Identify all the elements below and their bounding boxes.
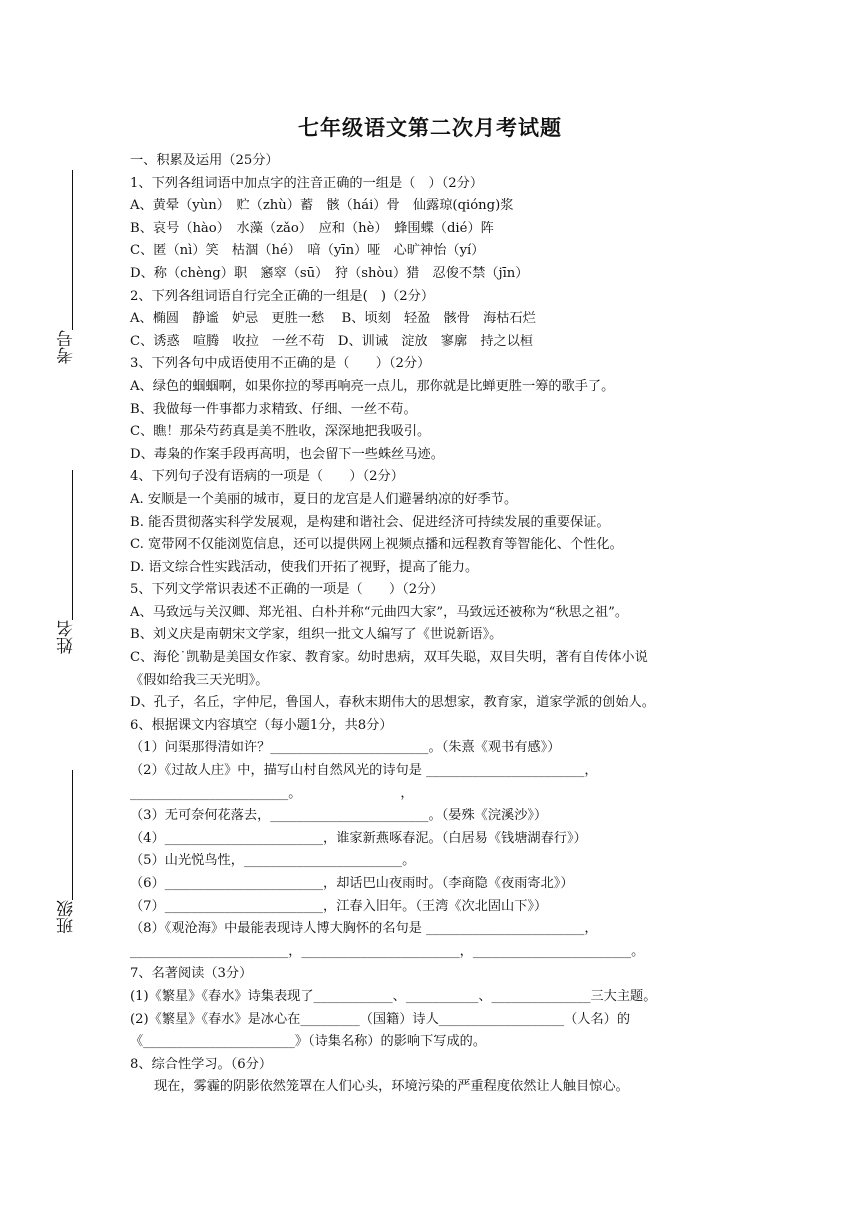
question-5: 5、下列文学常识表述不正确的一项是（ ）（2分） <box>130 582 444 598</box>
q4-option-a: A. 安顺是一个美丽的城市，夏日的龙宫是人们避暑纳凉的好季节。 <box>130 491 518 507</box>
class-label: 班级 <box>57 900 77 934</box>
q5-option-c: C、海伦˙凯勒是美国女作家、教育家。幼时患病，双耳失聪，双目失明，著有自传体小说 <box>130 650 648 666</box>
q2-options-ab: A、椭圆 静谧 妒忌 更胜一愁 B、顷刻 轻盈 骸骨 海枯石烂 <box>130 311 536 327</box>
q6-item-8-cont: ________________________，________________________，________________________。 <box>130 943 645 959</box>
q5-option-b: B、刘义庆是南朝宋文学家，组织一批文人编写了《世说新语》。 <box>130 627 503 643</box>
name-label: 姓名 <box>57 620 77 654</box>
question-1: 1、下列各组词语中加点字的注音正确的一组是（ ）（2分） <box>130 175 484 191</box>
q4-option-c: C. 宽带网不仅能浏览信息，还可以提供网上视频点播和远程教育等智能化、个性化。 <box>130 537 623 553</box>
q1-option-a: A、黄晕（yùn） 贮（zhù）蓄 骸（hái）骨 仙露琼(qióng)浆 <box>130 198 514 214</box>
q3-option-a: A、绿色的蝈蝈啊，如果你拉的琴再响亮一点儿，那你就是比蝉更胜一筹的歌手了。 <box>130 378 615 394</box>
section-heading: 一、积累及运用（25分） <box>130 153 279 168</box>
q1-option-b: B、哀号（hào） 水藻（zǎo） 应和（hè） 蜂围蝶（dié）阵 <box>130 220 494 236</box>
q6-item-8: （8）《观沧海》中最能表现诗人博大胸怀的名句是 ________________________， <box>130 921 598 937</box>
q6-item-4: （4）________________________，谁家新燕啄春泥。（白居易《钱塘湖春行》） <box>130 830 587 846</box>
question-8: 8、综合性学习。（6分） <box>130 1056 273 1072</box>
q1-option-d: D、称（chèng）职 窸窣（sū） 狩（shòu）猎 忍俊不禁（jīn） <box>130 265 529 281</box>
q4-option-b: B. 能否贯彻落实科学发展观，是构建和谐社会、促进经济可持续发展的重要保证。 <box>130 514 610 530</box>
class-field <box>52 770 78 970</box>
q6-item-5: （5）山光悦鸟性，________________________。 <box>130 853 416 869</box>
q3-option-c: C、瞧！那朵芍药真是美不胜收，深深地把我吸引。 <box>130 424 431 440</box>
class-blank-line <box>72 770 73 900</box>
question-3: 3、下列各句中成语使用不正确的是（ ）（2分） <box>130 356 431 372</box>
name-blank-line <box>72 470 73 620</box>
page-title: 七年级语文第二次月考试题 <box>298 115 562 140</box>
q7-item-1: (1)《繁星》《春水》诗集表现了____________、___________、_______________三大主题。 <box>130 988 657 1004</box>
q6-item-2-cont: ________________________。 ， <box>130 785 414 801</box>
exam-no-label: 考号 <box>57 330 77 364</box>
q3-option-b: B、我做每一件事都力求精致、仔细、一丝不苟。 <box>130 401 417 417</box>
exam-no-field <box>52 170 78 370</box>
name-field <box>52 470 78 670</box>
question-2: 2、下列各组词语自行完全正确的一组是( )（2分） <box>130 288 435 304</box>
q5-option-c-cont: 《假如给我三天光明》。 <box>130 672 269 688</box>
exam-no-blank-line <box>72 170 73 330</box>
q5-option-d: D、孔子，名丘，字仲尼，鲁国人，春秋末期伟大的思想家，教育家，道家学派的创始人。 <box>130 695 655 711</box>
q7-item-2: (2)《繁星》《春水》是冰心在_________（国籍）诗人___________________（人名）的 <box>130 1011 631 1027</box>
q6-item-3: （3）无可奈何花落去，________________________。（晏殊《浣溪沙》） <box>130 808 548 824</box>
q4-option-d: D. 语文综合性实践活动，使我们开拓了视野，提高了能力。 <box>130 559 479 575</box>
q6-item-2: （2）《过故人庄》中，描写山村自然风光的诗句是 ________________________， <box>130 763 598 779</box>
q6-item-1: （1）问渠那得清如许？________________________。（朱熹《观书有感》） <box>130 740 561 756</box>
question-4: 4、下列句子没有语病的一项是（ ）（2分） <box>130 469 404 485</box>
q3-option-d: D、毒枭的作案手段再高明，也会留下一些蛛丝马迹。 <box>130 446 444 462</box>
q2-options-cd: C、诱惑 喧腾 收拉 一丝不苟 D、训诫 淀放 寥廓 持之以桓 <box>130 333 534 349</box>
q1-option-c: C、匿（nì）笑 枯涸（hé） 喑（yīn）哑 心旷神怡（yí） <box>130 243 485 259</box>
q6-item-7: （7）________________________，江春入旧年。（王湾《次北固山下》） <box>130 898 548 914</box>
q8-passage: 现在，雾霾的阴影依然笼罩在人们心头，环境污染的严重程度依然让人触目惊心。 <box>154 1079 629 1095</box>
question-7: 7、名著阅读（3分） <box>130 966 253 982</box>
question-6: 6、根据课文内容填空（每小题1分，共8分） <box>130 717 393 733</box>
exam-content <box>130 150 740 1099</box>
q6-item-6: （6）________________________，却话巴山夜雨时。（李商隐《夜雨寄北》） <box>130 876 574 891</box>
q5-option-a: A、马致远与关汉卿、郑光祖、白朴并称“元曲四大家”，马致远还被称为“秋思之祖”。 <box>130 604 629 620</box>
q7-item-2-cont: 《_______________________》（诗集名称）的影响下写成的。 <box>130 1034 487 1050</box>
